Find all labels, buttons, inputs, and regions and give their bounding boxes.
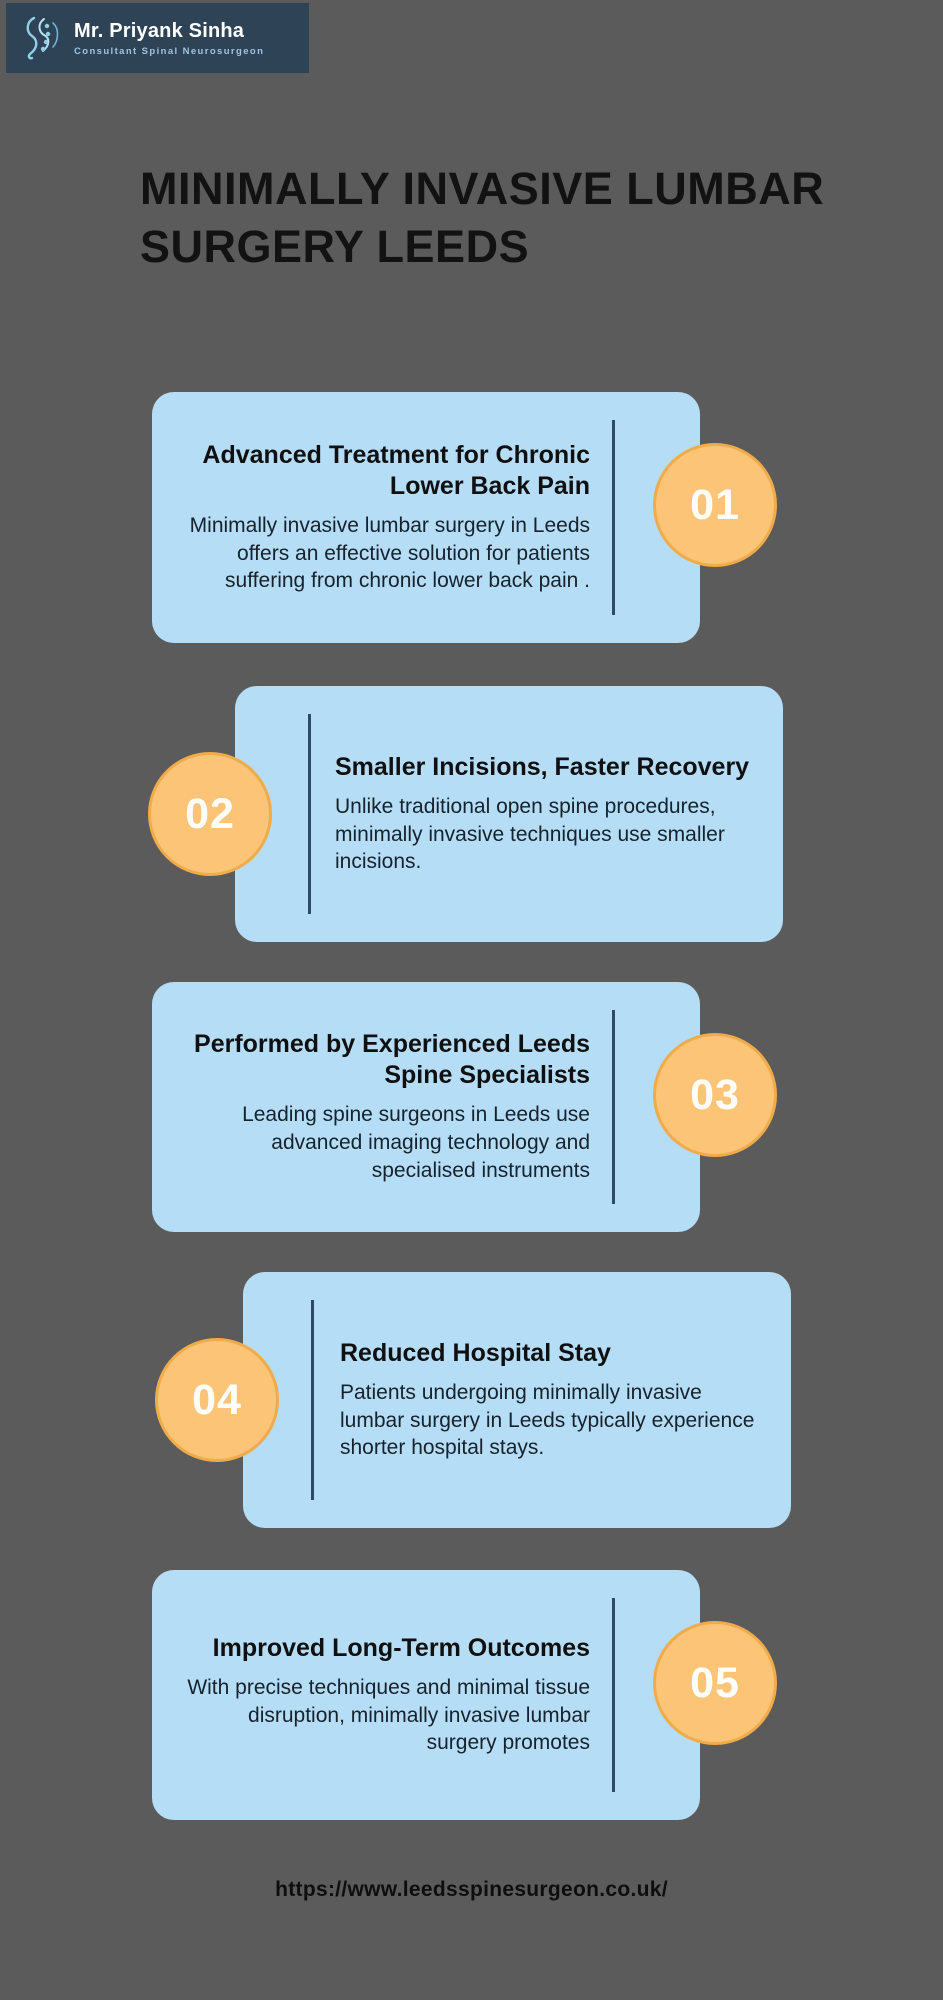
card-divider bbox=[612, 420, 615, 615]
step-heading: Reduced Hospital Stay bbox=[340, 1338, 611, 1367]
step-card-01 bbox=[152, 392, 700, 643]
step-card-02 bbox=[235, 686, 783, 942]
step-body: With precise techniques and minimal tissue disruption, minimally invasive lumbar surgery promotes bbox=[187, 1675, 590, 1755]
step-badge-02: 02 bbox=[148, 752, 272, 876]
step-body: Minimally invasive lumbar surgery in Leeds offers an effective solution for patients suffering from chronic lower back pain . bbox=[189, 513, 590, 593]
card-divider bbox=[612, 1598, 615, 1792]
step-card-03 bbox=[152, 982, 700, 1232]
brand-subtitle: Consultant Spinal Neurosurgeon bbox=[74, 45, 265, 57]
step-badge-01: 01 bbox=[653, 443, 777, 567]
step-heading: Smaller Incisions, Faster Recovery bbox=[335, 752, 750, 781]
step-body: Unlike traditional open spine procedures, minimally invasive techniques use smaller incisions. bbox=[335, 794, 725, 874]
card-divider bbox=[612, 1010, 615, 1204]
step-badge-05: 05 bbox=[653, 1621, 777, 1745]
footer-website-url[interactable]: https://www.leedsspinesurgeon.co.uk/ bbox=[275, 1878, 668, 1901]
step-body: Leading spine surgeons in Leeds use advanced imaging technology and specialised instruments bbox=[242, 1103, 590, 1182]
step-card-05 bbox=[152, 1570, 700, 1820]
step-badge-04: 04 bbox=[155, 1338, 279, 1462]
card-divider bbox=[308, 714, 311, 914]
step-heading: Improved Long-Term Outcomes bbox=[212, 1633, 590, 1662]
brand-logo-bar bbox=[6, 3, 309, 73]
spine-logo-icon bbox=[20, 14, 64, 62]
page-title: MINIMALLY INVASIVE LUMBAR SURGERY LEEDS bbox=[140, 163, 825, 272]
step-heading: Advanced Treatment for Chronic Lower Back Pain bbox=[202, 440, 590, 500]
card-divider bbox=[311, 1300, 314, 1500]
step-card-04 bbox=[243, 1272, 791, 1528]
step-badge-03: 03 bbox=[653, 1033, 777, 1157]
step-heading: Performed by Experienced Leeds Spine Specialists bbox=[194, 1030, 590, 1090]
brand-name: Mr. Priyank Sinha bbox=[74, 19, 245, 42]
step-body: Patients undergoing minimally invasive lumbar surgery in Leeds typically experience shorter hospital stays. bbox=[340, 1380, 755, 1460]
